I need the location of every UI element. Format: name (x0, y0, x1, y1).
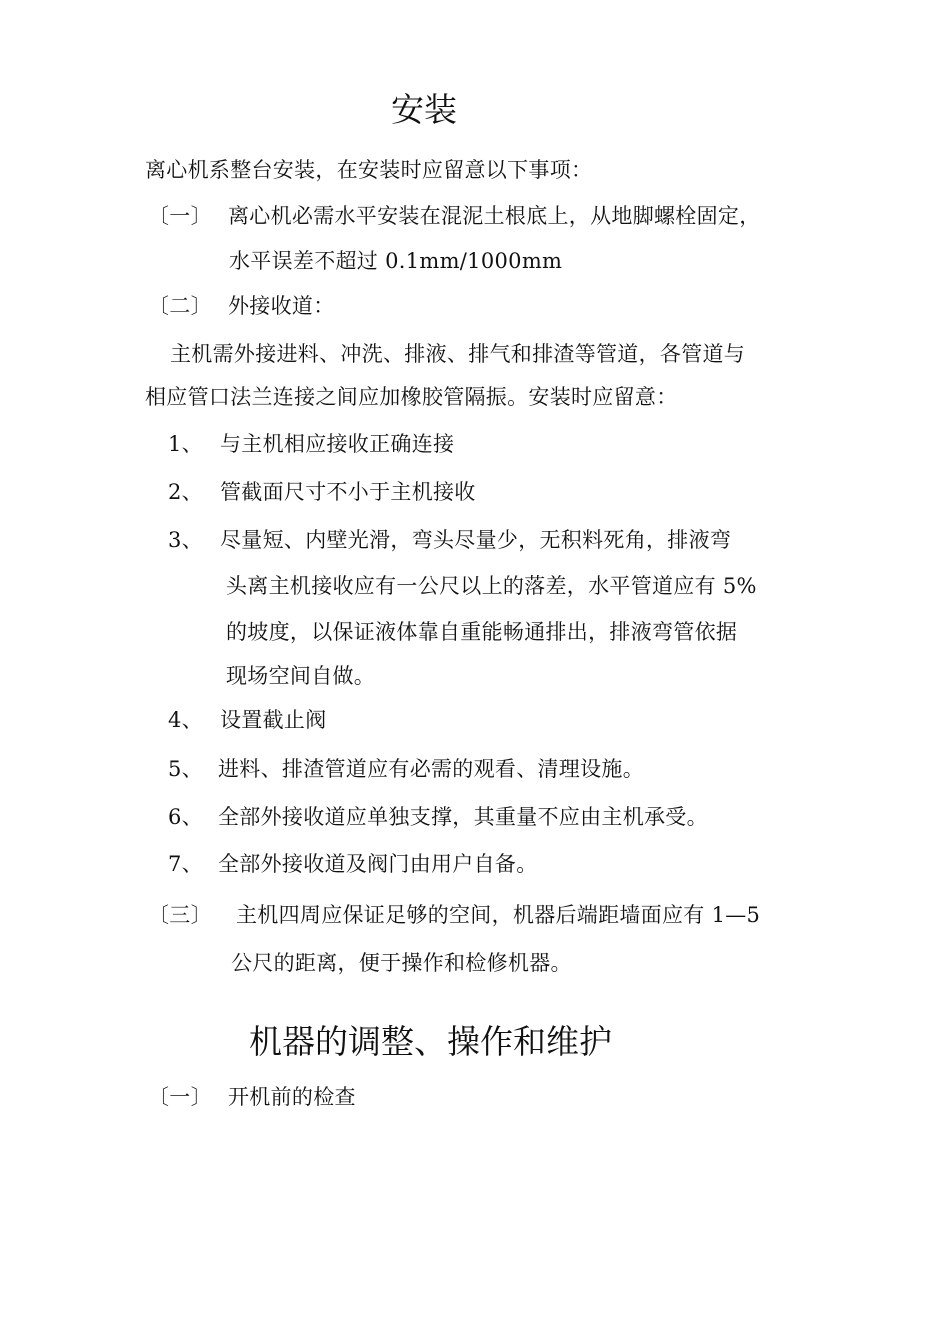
item1-line1: 离心机必需水平安装在混泥土根底上，从地脚螺栓固定， (228, 204, 761, 228)
section-title-adjust-operate-maintain: 机器的调整、操作和维护 (249, 1022, 612, 1061)
list-item-5: 进料、排渣管道应有必需的观看、清理设施。 (218, 757, 644, 781)
list-number-2: 2、 (168, 480, 203, 504)
item-marker-2: 〔二〕 (148, 294, 212, 318)
item-marker-1: 〔一〕 (148, 204, 212, 228)
item-marker-3: 〔三〕 (148, 903, 212, 927)
list-number-5: 5、 (168, 757, 203, 781)
list-item-7: 全部外接收道及阀门由用户自备。 (218, 852, 538, 876)
list-item-4: 设置截止阀 (220, 708, 327, 732)
list-number-4: 4、 (168, 708, 203, 732)
intro-text: 离心机系整台安装，在安装时应留意以下事项： (145, 158, 593, 182)
list-item-2: 管截面尺寸不小于主机接收 (220, 480, 476, 504)
item3-line1: 主机四周应保证足够的空间，机器后端距墙面应有 1—5 (236, 903, 761, 927)
item2-paragraph-line1: 主机需外接进料、冲洗、排液、排气和排渣等管道，各管道与 (170, 342, 746, 366)
list-item-3-line4: 现场空间自做。 (226, 664, 376, 688)
list-item-1: 与主机相应接收正确连接 (220, 432, 455, 456)
list-item-6: 全部外接收道应单独支撑，其重量不应由主机承受。 (218, 805, 708, 829)
item2-paragraph-line2: 相应管口法兰连接之间应加橡胶管隔振。安装时应留意： (145, 385, 678, 409)
item1-line2: 水平误差不超过 0.1mm/1000mm (229, 249, 563, 273)
section2-item1-heading: 开机前的检查 (228, 1085, 356, 1109)
list-number-7: 7、 (168, 852, 203, 876)
item3-line2: 公尺的距离，便于操作和检修机器。 (231, 951, 572, 975)
section2-item-marker-1: 〔一〕 (148, 1085, 212, 1109)
list-number-3: 3、 (168, 528, 203, 552)
list-item-3-line1: 尽量短、内壁光滑，弯头尽量少，无积料死角，排液弯 (220, 528, 732, 552)
list-item-3-line3: 的坡度，以保证液体靠自重能畅通排出，排液弯管依据 (226, 620, 738, 644)
item2-heading: 外接收道： (228, 294, 335, 318)
list-number-6: 6、 (168, 805, 203, 829)
list-number-1: 1、 (168, 432, 203, 456)
list-item-3-line2: 头离主机接收应有一公尺以上的落差，水平管道应有 5% (226, 574, 757, 598)
section-title-install: 安装 (391, 90, 457, 129)
